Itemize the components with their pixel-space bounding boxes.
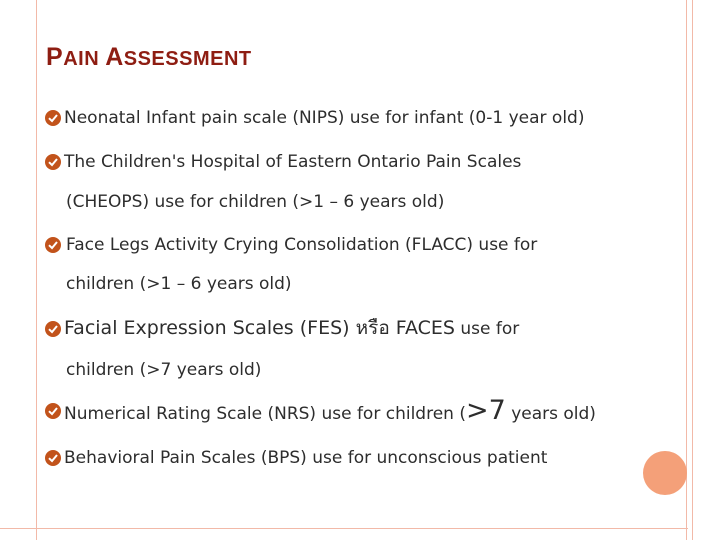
list-item-text: children (>1 – 6 years old) [66, 274, 292, 294]
check-circle-icon [44, 236, 62, 254]
decor-rule-right-1 [686, 0, 687, 540]
decor-rule-left [36, 0, 37, 540]
check-circle-icon [44, 402, 62, 420]
list-item-text: children (>7 years old) [66, 360, 262, 380]
list-item-text: Numerical Rating Scale (NRS) use for children (>7 years old) [64, 395, 596, 426]
page-title: PAIN ASSESSMENT [46, 43, 252, 71]
list-item-text: Face Legs Activity Crying Consolidation (FLACC) use for [66, 235, 538, 255]
decor-rule-bottom [0, 528, 688, 529]
decor-rule-right-2 [692, 0, 693, 540]
list-item-text: (CHEOPS) use for children (>1 – 6 years old) [66, 192, 445, 212]
check-circle-icon [44, 449, 62, 467]
list-item-text: Behavioral Pain Scales (BPS) use for unconscious patient [64, 448, 548, 468]
list-item-text: Facial Expression Scales (FES) หรือ FACES use for [64, 317, 520, 339]
check-circle-icon [44, 153, 62, 171]
check-circle-icon [44, 109, 62, 127]
list-item-text: Neonatal Infant pain scale (NIPS) use for infant (0-1 year old) [64, 108, 585, 128]
list-item-text: The Children's Hospital of Eastern Ontario Pain Scales [64, 152, 522, 172]
check-circle-icon [44, 320, 62, 338]
decor-circle [643, 451, 687, 495]
